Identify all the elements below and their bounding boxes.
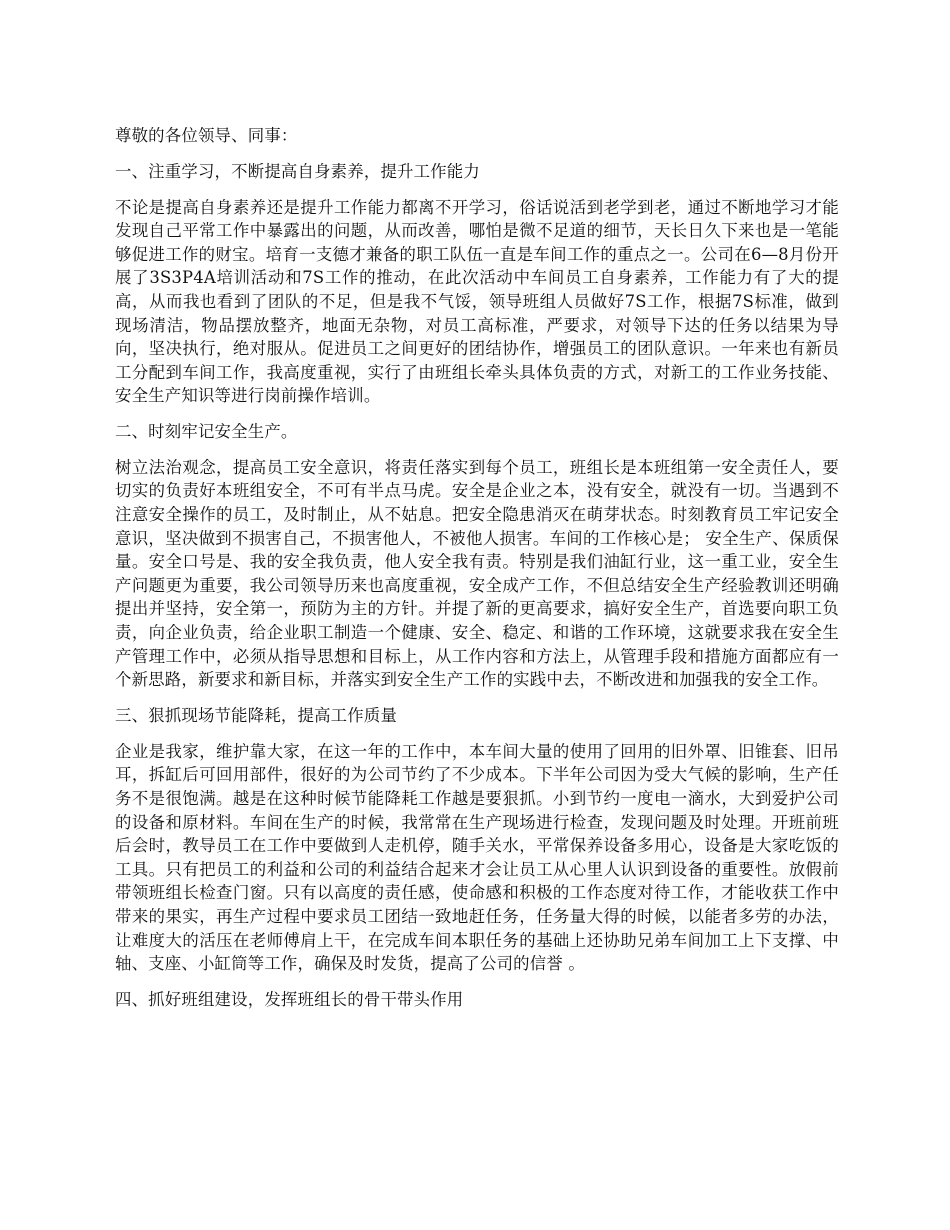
section-2-body: 树立法治观念，提高员工安全意识，将责任落实到每个员工，班组长是本班组第一安全责任人，要切实的负责好本班组安全，不可有半点马虎。安全是企业之本，没有安全，就没有一切。当遇到不注意安全操作的员工，及时制止，从不姑息。把安全隐患消灭在萌芽状态。时刻教育员工牢记安全意识，坚决做到不损害自己，不损害他人，不被他人损害。车间的工作核心是； 安全生产、保质保量。安全口号是、我的安全我负责，他人安全我有责。特别是我们油缸行业，这一重工业，安全生产问题更为重要，我公司领导历来也高度重视，安全成产工作，不但总结安全生产经验教训还明确提出并坚持，安全第一，预防为主的方针。并提了新的更高要求，搞好安全生产，首选要向职工负责，向企业负责，给企业职工制造一个健康、安全、稳定、和谐的工作环境，这就要求我在安全生产管理工作中，必须从指导思想和目标上，从工作内容和方法上，从管理手段和措施方面都应有一个新思路，新要求和新目标，并落实到安全生产工作的实践中去，不断改进和加强我的安全工作。 xyxy=(115,457,839,690)
section-1-heading: 一、注重学习，不断提高自身素养，提升工作能力 xyxy=(115,161,480,181)
section-3-heading: 三、狠抓现场节能降耗，提高工作质量 xyxy=(115,706,398,725)
section-3-body: 企业是我家，维护靠大家，在这一年的工作中，本车间大量的使用了回用的旧外罩、旧锥套、旧吊耳，拆缸后可回用部件，很好的为公司节约了不少成本。下半年公司因为受大气候的影响，生产任务不是很饱满。越是在这种时候节能降耗工作越是要狠抓。小到节约一度电一滴水，大到爱护公司的设备和原材料。车间在生产的时候，我常常在生产现场进行检查，发现问题及时处理。开班前班后会时，教导员工在工作中要做到人走机停，随手关水，平常保养设备多用心，设备是大家吃饭的工具。只有把员工的利益和公司的利益结合起来才会让员工从心里人认识到设备的重要性。放假前带领班组长检查门窗。只有以高度的责任感，使命感和积极的工作态度对待工作，才能收获工作中带来的果实，再生产过程中要求员工团结一致地赶任务，任务量大得的时候，以能者多劳的办法，让难度大的活压在老师傅肩上干，在完成车间本职任务的基础上还协助兄弟车间加工上下支撑、中轴、支座、小缸筒等工作，确保及时发货，提高了公司的信誉 。 xyxy=(115,741,839,974)
section-1-body: 不论是提高自身素养还是提升工作能力都离不开学习，俗话说活到老学到老，通过不断地学习才能发现自己平常工作中暴露出的问题，从而改善，哪怕是微不足道的细节，天长日久下来也是一笔能够促进工作的财宝。培育一支德才兼备的职工队伍一直是车间工作的重点之一。公司在6—8月份开展了3S3P4A培训活动和7S工作的推动，在此次活动中车间员工自身素养，工作能力有了大的提高，从而我也看到了团队的不足，但是我不气馁，领导班组人员做好7S工作，根据7S标准，做到现场清洁，物品摆放整齐，地面无杂物，对员工高标准，严要求，对领导下达的任务以结果为导向，坚决执行，绝对服从。促进员工之间更好的团结协作，增强员工的团队意识。一年来也有新员工分配到车间工作，我高度重视，实行了由班组长牵头具体负责的方式，对新工的工作业务技能、安全生产知识等进行岗前操作培训。 xyxy=(115,197,839,406)
greeting: 尊敬的各位领导、同事： xyxy=(115,126,298,145)
section-2-heading: 二、时刻牢记安全生产。 xyxy=(115,422,298,442)
section-4-heading: 四、抓好班组建设，发挥班组长的骨干带头作用 xyxy=(115,989,464,1009)
document-page xyxy=(115,124,839,1024)
